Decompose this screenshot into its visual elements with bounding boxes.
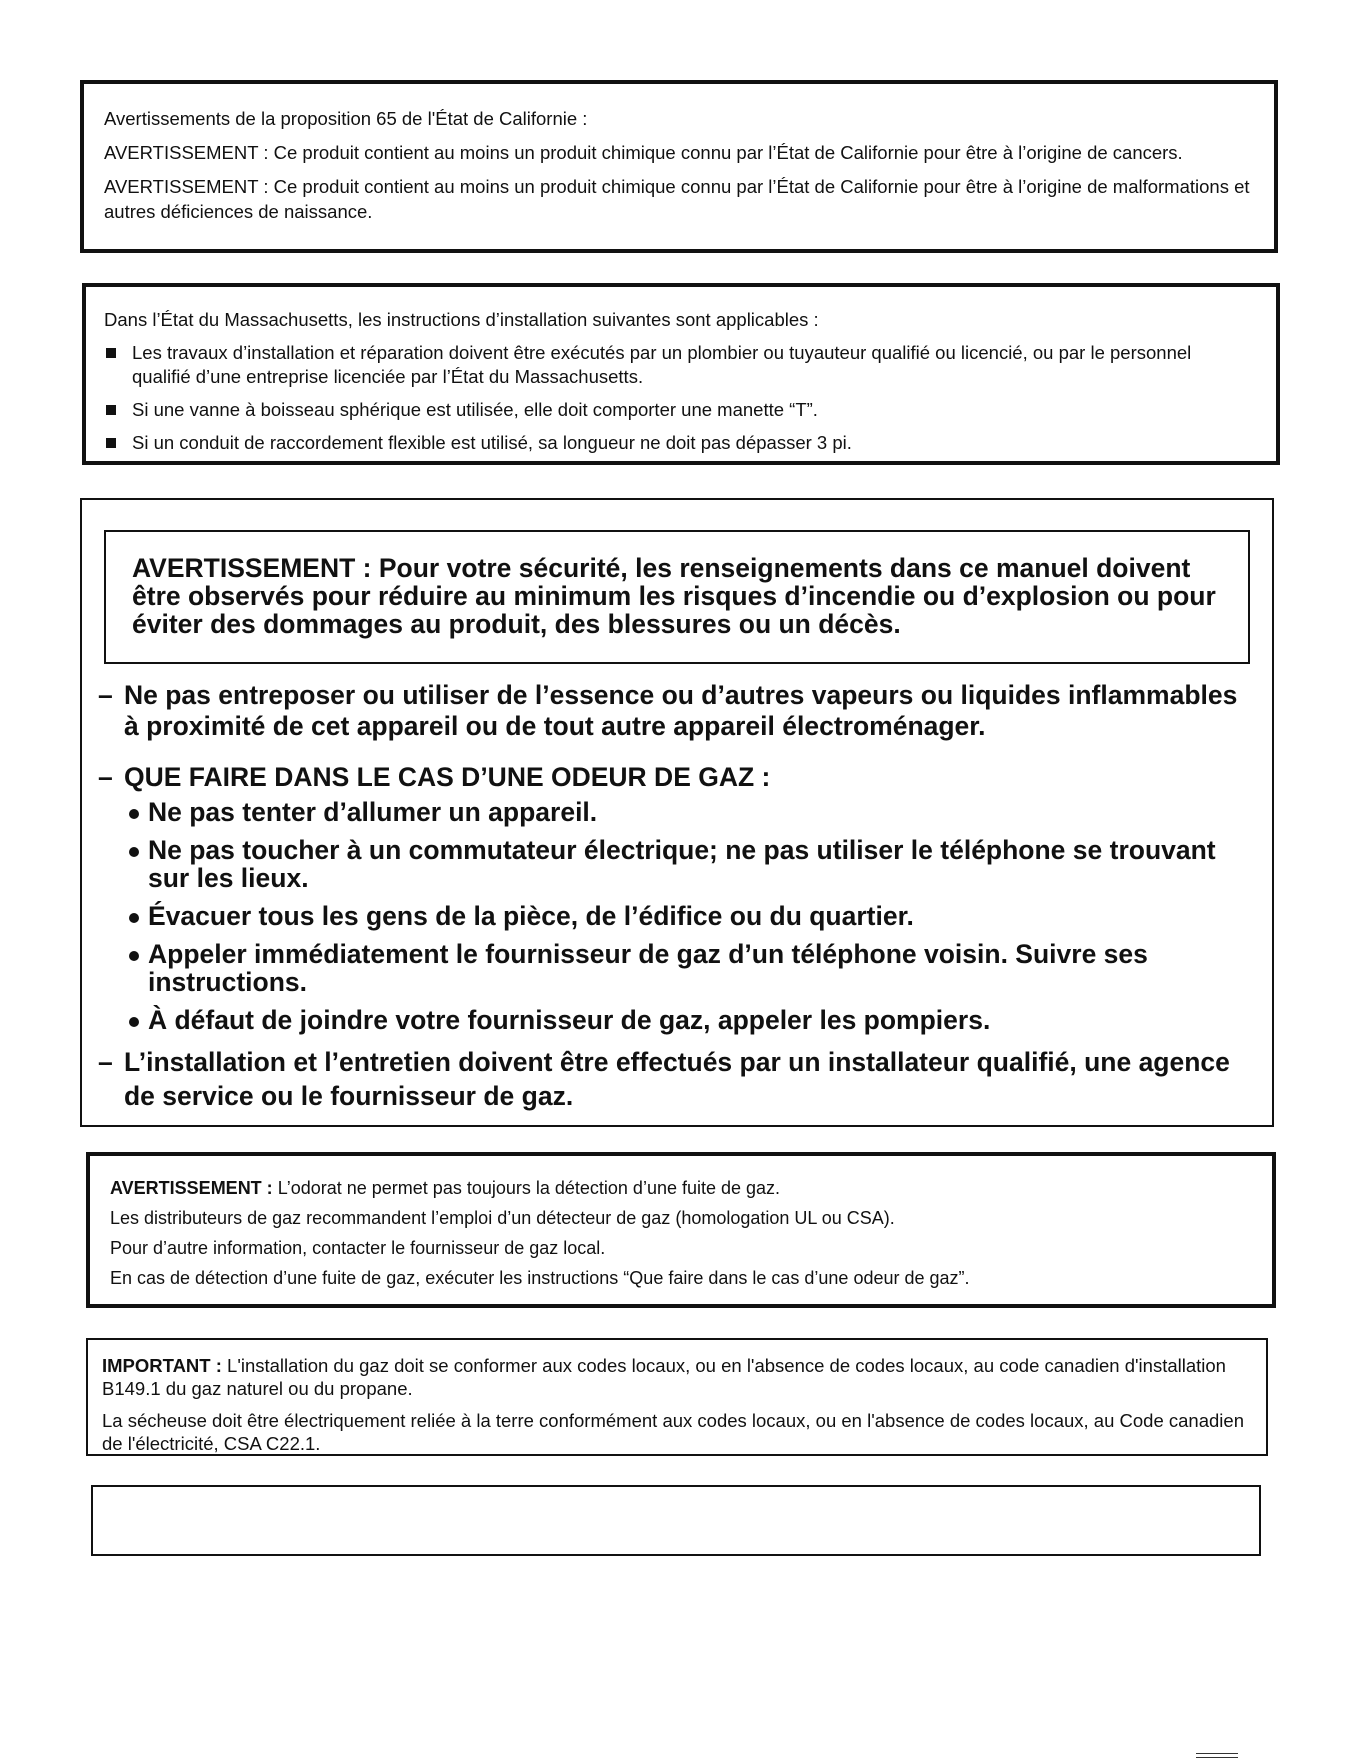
list-item [98, 1006, 1258, 1034]
california-title: Avertissements de la proposition 65 de l'État de Californie : [104, 108, 588, 129]
list-item [104, 431, 1254, 455]
gas-odor-step: Évacuer tous les gens de la pièce, de l’édifice ou du quartier. [148, 901, 914, 931]
gas-odor-step: Ne pas toucher à un commutateur électrique; ne pas utiliser le téléphone se trouvant sur les lieux. [148, 835, 1216, 893]
bullet-icon [129, 913, 139, 923]
gas-leak-smell-text: L’odorat ne permet pas toujours la détection d’une fuite de gaz. [277, 1178, 781, 1198]
list-item [98, 1045, 1258, 1113]
important-notice-box [86, 1338, 1268, 1456]
bullet-icon [129, 847, 139, 857]
list-item [104, 341, 1254, 389]
massachusetts-intro: Dans l’État du Massachusetts, les instructions d’installation suivantes sont applicables : [104, 309, 819, 330]
gas-odor-step: Ne pas tenter d’allumer un appareil. [148, 797, 598, 827]
list-item [98, 940, 1258, 996]
gas-detector-text: Les distributeurs de gaz recommandent l’emploi d’un détecteur de gaz (homologation UL ou CSA). [110, 1208, 895, 1228]
gas-code-text: L'installation du gaz doit se conformer aux codes locaux, ou en l'absence de codes locaux, au code canadien d'installation B149.1 du gaz naturel ou du propane. [102, 1355, 1226, 1399]
gas-odor-step: À défaut de joindre votre fournisseur de gaz, appeler les pompiers. [148, 1005, 991, 1035]
dash-marker: – [98, 680, 113, 710]
important-line [102, 1354, 1252, 1400]
square-bullet-icon [106, 405, 116, 415]
square-bullet-icon [106, 348, 116, 358]
massachusetts-item-text: Si une vanne à boisseau sphérique est utilisée, elle doit comporter une manette “T”. [132, 399, 818, 420]
list-item [98, 680, 1258, 742]
main-warning-text: AVERTISSEMENT : Pour votre sécurité, les renseignements dans ce manuel doivent être observés pour réduire au minimum les risques d’incendie ou d’explosion ou pour éviter des dommages au produit, des blessures ou un décès. [132, 553, 1216, 639]
list-item [98, 836, 1258, 892]
list-item [104, 398, 1254, 422]
safety-warning-box [80, 498, 1274, 1127]
bullet-icon [129, 809, 139, 819]
gas-leak-warning-box [86, 1152, 1276, 1308]
gas-leak-line [110, 1173, 1252, 1203]
gas-odor-heading: QUE FAIRE DANS LE CAS D’UNE ODEUR DE GAZ : [124, 762, 771, 792]
electrical-code-text: La sécheuse doit être électriquement reliée à la terre conformément aux codes locaux, ou en l'absence de codes locaux, au Code canadien de l'électricité, CSA C22.1. [102, 1410, 1244, 1454]
list-item [98, 762, 1258, 793]
list-item [98, 798, 1258, 826]
bullet-icon [129, 951, 139, 961]
massachusetts-item-text: Si un conduit de raccordement flexible est utilisé, sa longueur ne doit pas dépasser 3 pi. [132, 432, 852, 453]
gas-leak-instructions-text: En cas de détection d’une fuite de gaz, exécuter les instructions “Que faire dans le cas d’une odeur de gaz”. [110, 1268, 970, 1288]
safety-instructions [98, 680, 1258, 1113]
empty-box [91, 1485, 1261, 1556]
massachusetts-instructions-box [82, 283, 1280, 465]
california-warning-cancer: AVERTISSEMENT : Ce produit contient au moins un produit chimique connu par l’État de Californie pour être à l’origine de cancers. [104, 142, 1183, 163]
gas-leak-label: AVERTISSEMENT : [110, 1178, 273, 1198]
california-warning-birth-defects: AVERTISSEMENT : Ce produit contient au moins un produit chimique connu par l’État de Californie pour être à l’origine de malformations et autres déficiences de naissance. [104, 176, 1250, 222]
gas-odor-step: Appeler immédiatement le fournisseur de gaz d’un téléphone voisin. Suivre ses instructions. [148, 939, 1148, 997]
dash-marker: – [98, 762, 113, 792]
gas-supplier-text: Pour d’autre information, contacter le fournisseur de gaz local. [110, 1238, 606, 1258]
california-warning-box [80, 80, 1278, 253]
important-label: IMPORTANT : [102, 1355, 222, 1376]
qualified-installer-text: L’installation et l’entretien doivent être effectués par un installateur qualifié, une agence de service ou le fournisseur de gaz. [124, 1047, 1230, 1111]
bullet-icon [129, 1017, 139, 1027]
massachusetts-item-text: Les travaux d’installation et réparation doivent être exécutés par un plombier ou tuyauteur qualifié ou licencié, ou par le personnel qualifié d’une entreprise licenciée par l’État du Massachusetts. [132, 342, 1192, 387]
no-flammables-text: Ne pas entreposer ou utiliser de l’essence ou d’autres vapeurs ou liquides inflammables à proximité de cet appareil ou de tout autre appareil électroménager. [124, 680, 1238, 741]
list-item [98, 902, 1258, 930]
main-warning-box [104, 530, 1250, 664]
page-mark [1196, 1753, 1238, 1758]
dash-marker: – [98, 1047, 113, 1077]
square-bullet-icon [106, 438, 116, 448]
